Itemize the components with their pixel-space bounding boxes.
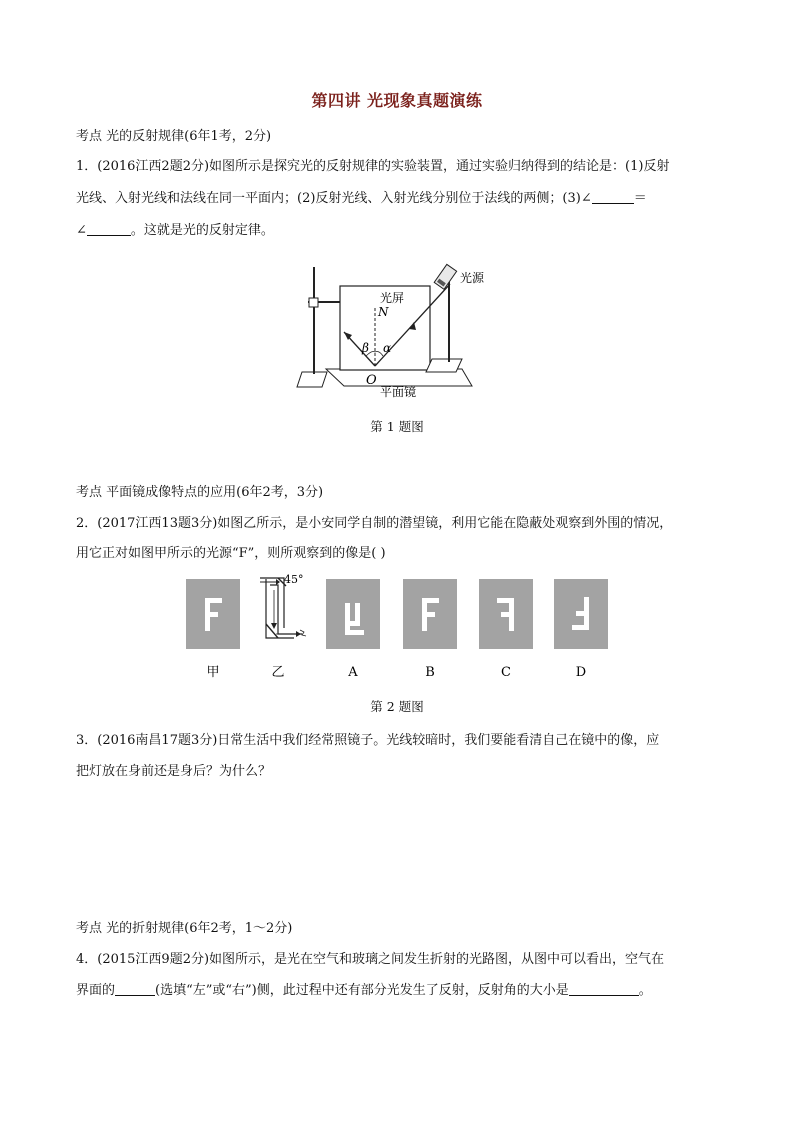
- q2-line-1: 2．(2017江西13题3分)如图乙所示，是小安同学自制的潜望镜，利用它能在隐蔽处观察到外围的情况，: [76, 516, 673, 531]
- label-alpha: α: [383, 341, 392, 355]
- section-heading-refraction: 考点 光的折射规律(6年2考，1～2分): [76, 921, 293, 936]
- section-heading-plane-mirror: 考点 平面镜成像特点的应用(6年2考，3分): [76, 485, 324, 500]
- label-jia: 甲: [206, 665, 220, 680]
- section-heading-reflection: 考点 光的反射规律(6年1考，2分): [76, 129, 272, 144]
- q4-line-2-part-a: 界面的: [76, 983, 116, 998]
- label-option-d: D: [575, 665, 587, 680]
- label-normal-n: N: [378, 305, 389, 319]
- label-option-a: A: [348, 665, 358, 680]
- periscope-options-figure: [180, 568, 620, 688]
- label-yi: 乙: [271, 665, 285, 680]
- option-a-panel[interactable]: [326, 579, 380, 649]
- q4-line-2-part-b: (选填“左”或“右”)侧，此过程中还有部分光发生了反射，反射角的大小是: [155, 983, 569, 998]
- q1-blank-1[interactable]: [592, 189, 634, 204]
- q1-equals: ＝: [633, 191, 647, 206]
- periscope-drawing: [260, 578, 306, 638]
- label-option-b: B: [425, 665, 435, 680]
- q3-line-1: 3．(2016南昌17题3分)日常生活中我们经常照镜子。光线较暗时，我们要能看清自己在镜中的像，应: [76, 733, 660, 748]
- q4-line-2-part-c: 。: [638, 983, 652, 998]
- q4-blank-angle[interactable]: [569, 981, 639, 996]
- q4-line-1: 4．(2015江西9题2分)如图所示，是光在空气和玻璃之间发生折射的光路图，从图中可以看出，空气在: [76, 952, 665, 967]
- q1-line-1: 1．(2016江西2题2分)如图所示是探究光的反射规律的实验装置，通过实验归纳得到的结论是：(1)反射: [76, 159, 670, 174]
- q4-blank-side[interactable]: [115, 981, 155, 996]
- q1-angle-symbol: ∠: [76, 223, 87, 238]
- figure-2-caption: 第 2 题图: [370, 699, 424, 714]
- reflection-apparatus-figure: [294, 262, 494, 404]
- q1-blank-2[interactable]: [87, 221, 131, 236]
- label-mirror: 平面镜: [380, 385, 417, 399]
- label-option-c: C: [501, 665, 511, 680]
- page-title: 第四讲 光现象真题演练: [311, 91, 483, 110]
- q4-line-2: [76, 979, 652, 998]
- label-light-source: 光源: [460, 271, 485, 285]
- label-screen: 光屏: [380, 291, 405, 305]
- figure-1-caption: 第 1 题图: [370, 419, 424, 434]
- q3-line-2: 把灯放在身前还是身后？为什么？: [76, 764, 272, 779]
- q1-line-3: [76, 219, 274, 238]
- label-point-o: O: [366, 373, 377, 388]
- label-beta: β: [362, 341, 369, 355]
- q2-line-2: 用它正对如图甲所示的光源“F”，则所观察到的像是( ): [76, 546, 386, 561]
- q1-line-3-text: 。这就是光的反射定律。: [130, 223, 274, 238]
- q1-line-2-text: 光线、入射光线和法线在同一平面内；(2)反射光线、入射光线分别位于法线的两侧；(3)∠: [76, 191, 592, 206]
- label-45-degrees: 45°: [284, 573, 304, 586]
- q1-line-2: [76, 187, 647, 206]
